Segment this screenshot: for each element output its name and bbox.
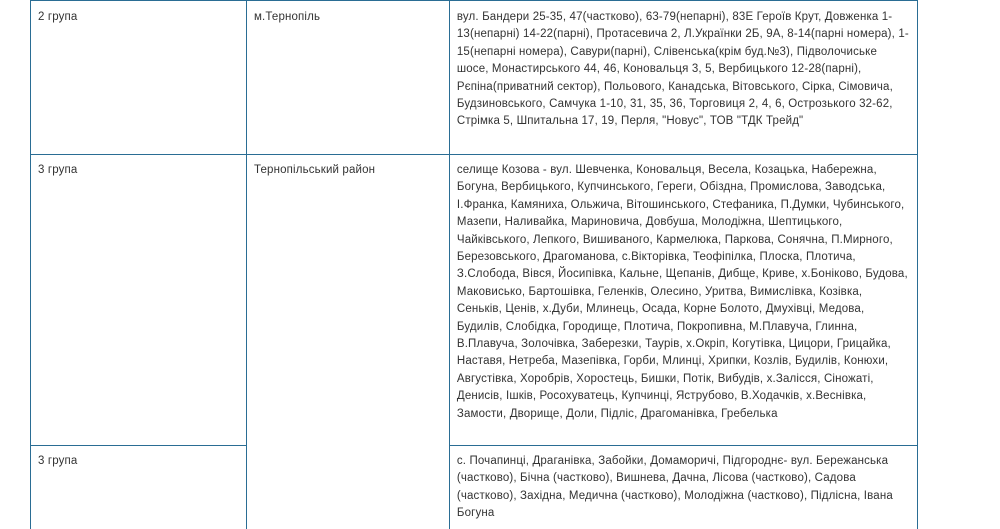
outage-schedule-table: [30, 0, 918, 529]
area-cell: Тернопільський район: [246, 155, 449, 529]
streets-cell: с. Почапинці, Драганівка, Забойки, Домаморичі, Підгороднє- вул. Бережанська (частково), Бічна (частково), Вишнева, Дачна, Лісова (частково), Садова (частково), Західна, Медична (частково), Молодіжна (частково), Підлісна, Івана Богуна: [449, 446, 917, 529]
table-row: [31, 1, 918, 155]
area-cell: м.Тернопіль: [246, 1, 449, 155]
table-row: [31, 446, 918, 529]
group-cell: 2 група: [31, 1, 247, 155]
table-row: [31, 155, 918, 446]
group-cell: 3 група: [31, 446, 247, 529]
streets-cell: селище Козова - вул. Шевченка, Коновальця, Весела, Козацька, Набережна, Богуна, Вербицького, Купчинського, Гереги, Обіздна, Промислова, Заводська, І.Франка, Камяниха, Ольжича, Вітошинського, Стефаника, П.Думки, Чубинського, Мазепи, Наливайка, Мариновича, Довбуша, Молодіжна, Шептицького, Чайківського, Лепкого, Вишиваного, Кармелюка, Паркова, Сонячна, П.Мирного, Березовського, Драгоманова, с.Вікторівка, Теофіпілка, Плоска, Плотича, З.Слобода, Вівся, Йосипівка, Кальне, Щепанів, Дибще, Криве, х.Боніково, Будова, Маковисько, Бартошівка, Геленків, Олесино, Уритва, Вимислівка, Козівка, Сеньків, Ценів, х.Дуби, Млинець, Осада, Корне Болото, Дмухівці, Медова, Будилів, Слобідка, Городище, Плотича, Покропивна, М.Плавуча, Глинна, В.Плавуча, Золочівка, Заберезки, Таурів, х.Окріп, Когутівка, Цицори, Грицайка, Наставя, Нетреба, Мазепівка, Горби, Млинці, Хрипки, Козлів, Будилів, Конюхи, Августівка, Хоробрів, Хоростець, Бишки, Потік, Вибудів, х.Залісся, Сіножаті, Денисів, Ішків, Росохуватець, Купчинці, Яструбово, В.Ходачків, х.Веснівка, Замости, Дворище, Доли, Підліс, Драгоманівка, Гребелька: [449, 155, 917, 446]
streets-cell: вул. Бандери 25-35, 47(частково), 63-79(непарні), 83Е Героїв Крут, Довженка 1-13(непарні) 14-22(парні), Протасевича 2, Л.Українки 2Б, 9А, 8-14(парні номера), 1-15(непарні номера), Савури(парні), Слівенська(крім буд.№3), Підволочиське шосе, Монастирського 44, 46, Коновальця 3, 5, Вербицького 12-28(парні), Рєпіна(приватний сектор), Польового, Канадська, Вітовського, Сірка, Сімовича, Будзиновського, Самчука 1-10, 31, 35, 36, Торговиця 2, 4, 6, Острозького 32-62, Стрімка 5, Шпитальна 17, 19, Перля, "Новус", ТОВ "ТДК Трейд": [449, 1, 917, 155]
group-cell: 3 група: [31, 155, 247, 446]
